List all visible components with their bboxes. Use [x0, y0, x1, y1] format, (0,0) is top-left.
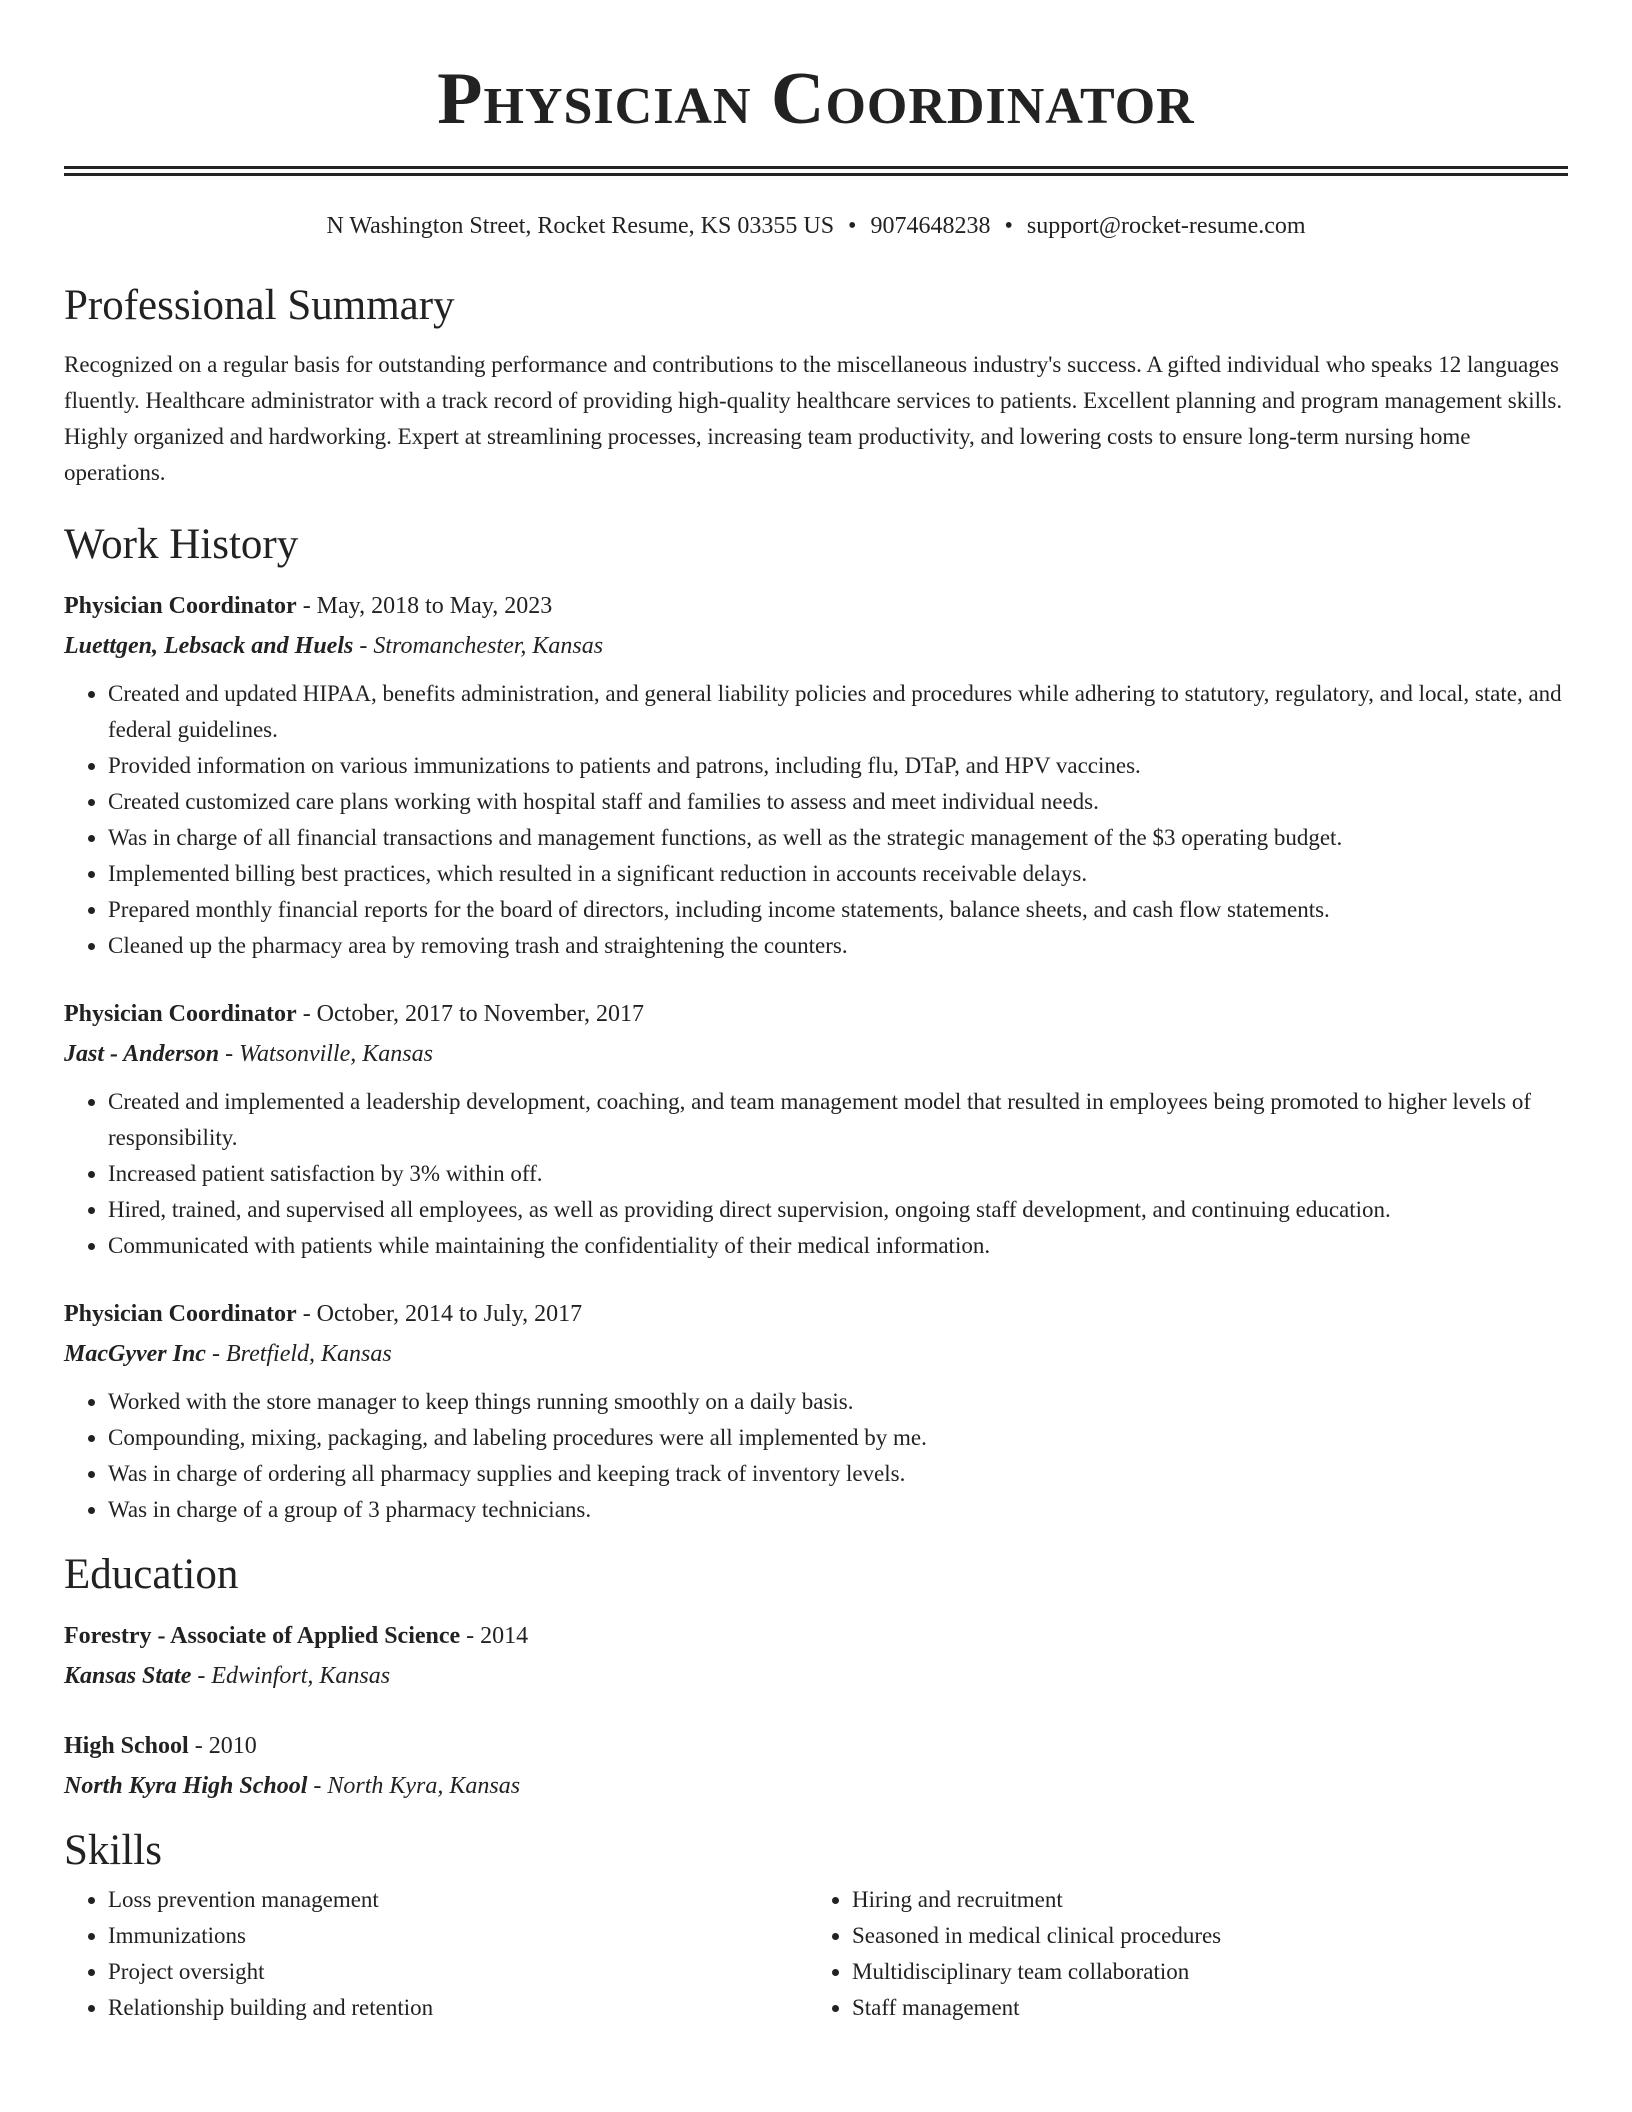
summary-heading: Professional Summary	[64, 282, 455, 329]
job-dates: - May, 2018 to May, 2023	[296, 593, 553, 619]
list-item: • Immunizations	[108, 1918, 808, 1954]
education-entry	[64, 1726, 1568, 1806]
education-school: Kansas State	[64, 1663, 192, 1689]
contact-phone: 9074648238	[870, 213, 991, 239]
list-item: • Hired, trained, and supervised all employees, as well as providing direct supervision, ongoing staff development, and continuing education.	[108, 1192, 1568, 1228]
job-role: Physician Coordinator	[64, 593, 297, 619]
job-dates: - October, 2014 to July, 2017	[296, 1301, 583, 1327]
list-item: • Prepared monthly financial reports for the board of directors, including income statements, balance sheets, and cash flow statements.	[108, 892, 1568, 928]
job-entry	[64, 586, 1568, 964]
job-entry	[64, 1294, 1568, 1528]
summary-text: Recognized on a regular basis for outstanding performance and contributions to the miscellaneous industry's success. A gifted individual who speaks 12 languages fluently. Healthcare administrator with a track record of providing high-quality healthcare services to patients. Excellent planning and program management skills. Highly organized and hardworking. Expert at streamlining processes, increasing team productivity, and lowering costs to ensure long-term nursing home operations.	[64, 352, 1563, 485]
education-school-line	[64, 1766, 1568, 1806]
list-item: • Staff management	[852, 1990, 1552, 2026]
list-item: • Created and implemented a leadership development, coaching, and team management model that resulted in employees being promoted to higher levels of responsibility.	[108, 1084, 1568, 1156]
contact-email: support@rocket-resume.com	[1026, 213, 1306, 239]
job-location: - Stromanchester, Kansas	[353, 633, 604, 659]
list-item: • Multidisciplinary team collaboration	[852, 1954, 1552, 1990]
list-item: • Created and updated HIPAA, benefits administration, and general liability policies and procedures while adhering to statutory, regulatory, and local, state, and federal guidelines.	[108, 676, 1568, 748]
list-item: • Provided information on various immunizations to patients and patrons, including flu, DTaP, and HPV vaccines.	[108, 748, 1568, 784]
list-item: • Hiring and recruitment	[852, 1882, 1552, 1918]
skills-column-right	[808, 1882, 1552, 2026]
education-heading: Education	[64, 1551, 239, 1598]
list-item: • Was in charge of ordering all pharmacy supplies and keeping track of inventory levels.	[108, 1456, 1568, 1492]
work-history-heading: Work History	[64, 521, 299, 568]
job-location: - Bretfield, Kansas	[205, 1341, 392, 1367]
job-dates: - October, 2017 to November, 2017	[296, 1001, 645, 1027]
list-item: • Worked with the store manager to keep things running smoothly on a daily basis.	[108, 1384, 1568, 1420]
list-item: • Was in charge of a group of 3 pharmacy technicians.	[108, 1492, 1568, 1528]
list-item: • Cleaned up the pharmacy area by removing trash and straightening the counters.	[108, 928, 1568, 964]
contact-separator: •	[848, 213, 857, 239]
header-double-rule	[64, 166, 1568, 176]
education-degree-line	[64, 1726, 1568, 1766]
education-degree: High School	[64, 1733, 189, 1759]
job-company: MacGyver Inc	[64, 1341, 206, 1367]
skills-heading: Skills	[64, 1827, 162, 1874]
education-year: - 2014	[460, 1623, 529, 1649]
education-degree-line	[64, 1616, 1568, 1656]
job-title-line	[64, 1294, 1568, 1334]
education-year: - 2010	[188, 1733, 257, 1759]
resume-name: Physician Coordinator	[437, 58, 1195, 140]
list-item: • Project oversight	[108, 1954, 808, 1990]
job-company-line	[64, 1334, 1568, 1374]
education-location: - North Kyra, Kansas	[307, 1773, 521, 1799]
list-item: • Seasoned in medical clinical procedures	[852, 1918, 1552, 1954]
contact-separator: •	[1004, 213, 1013, 239]
job-role: Physician Coordinator	[64, 1001, 297, 1027]
job-bullets	[64, 1384, 1568, 1528]
job-entry	[64, 994, 1568, 1264]
education-school: North Kyra High School	[64, 1773, 308, 1799]
job-company-line	[64, 626, 1568, 666]
list-item: • Increased patient satisfaction by 3% within off.	[108, 1156, 1568, 1192]
education-school-line	[64, 1656, 1568, 1696]
skills-column-left	[64, 1882, 808, 2026]
education-degree: Forestry - Associate of Applied Science	[64, 1623, 461, 1649]
list-item: • Relationship building and retention	[108, 1990, 808, 2026]
job-bullets	[64, 1084, 1568, 1264]
job-role: Physician Coordinator	[64, 1301, 297, 1327]
job-bullets	[64, 676, 1568, 964]
job-title-line	[64, 586, 1568, 626]
contact-address: N Washington Street, Rocket Resume, KS 03355 US	[326, 213, 835, 239]
list-item: • Implemented billing best practices, which resulted in a significant reduction in accounts receivable delays.	[108, 856, 1568, 892]
list-item: • Was in charge of all financial transactions and management functions, as well as the strategic management of the $3 operating budget.	[108, 820, 1568, 856]
list-item: • Loss prevention management	[108, 1882, 808, 1918]
education-location: - Edwinfort, Kansas	[191, 1663, 391, 1689]
job-company-line	[64, 1034, 1568, 1074]
job-location: - Watsonville, Kansas	[219, 1041, 433, 1067]
job-title-line	[64, 994, 1568, 1034]
job-company: Luettgen, Lebsack and Huels	[64, 633, 354, 659]
list-item: • Communicated with patients while maintaining the confidentiality of their medical information.	[108, 1228, 1568, 1264]
list-item: • Compounding, mixing, packaging, and labeling procedures were all implemented by me.	[108, 1420, 1568, 1456]
job-company: Jast - Anderson	[64, 1041, 220, 1067]
list-item: • Created customized care plans working with hospital staff and families to assess and meet individual needs.	[108, 784, 1568, 820]
contact-line	[64, 211, 1568, 241]
skills-list	[64, 1882, 1568, 2026]
resume-page	[64, 0, 1568, 2026]
education-entry	[64, 1616, 1568, 1696]
